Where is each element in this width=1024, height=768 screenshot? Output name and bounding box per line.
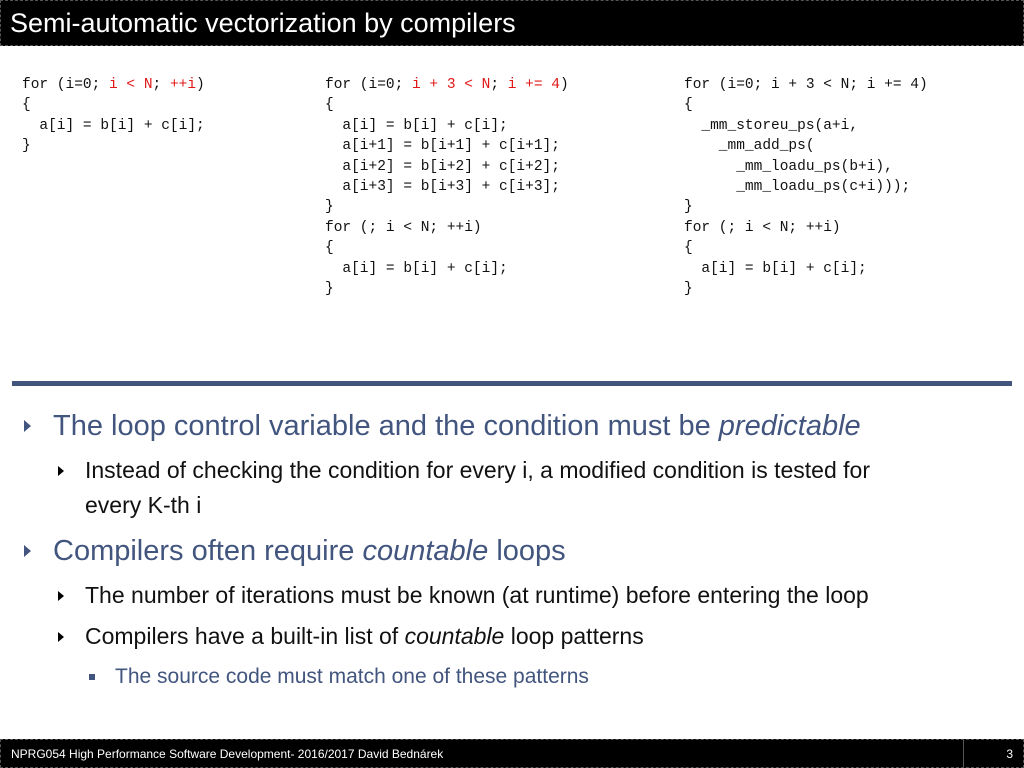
- code-text: {: [22, 97, 31, 114]
- bullet-arrow-icon: [24, 545, 31, 557]
- sub-bullet-text: Compilers have a built-in list of: [85, 623, 405, 649]
- bullet-text: loops: [488, 535, 566, 567]
- code-text: ): [559, 77, 569, 93]
- code-text: {: [684, 97, 693, 114]
- code-text: ): [196, 77, 205, 93]
- code-text: for (i=0; i + 3 < N; i += 4): [684, 77, 928, 93]
- square-bullet-icon: [89, 674, 95, 680]
- code-text: }: [22, 138, 31, 155]
- code-highlight: i < N: [109, 77, 153, 93]
- code-text: a[i] = b[i] + c[i];: [325, 260, 508, 277]
- sub-bullet-text: loop patterns: [504, 623, 644, 649]
- code-text: _mm_add_ps(: [684, 138, 815, 155]
- bullet-arrow-icon: [24, 420, 31, 432]
- code-text: ;: [490, 77, 508, 93]
- code-text: {: [684, 240, 693, 257]
- code-highlight: ++i: [169, 77, 197, 93]
- code-text: for (i=0;: [22, 77, 110, 93]
- code-text: for (; i < N; ++i): [325, 219, 482, 236]
- code-text: _mm_loadu_ps(b+i),: [684, 158, 893, 175]
- sub-bullet-countable-patterns: [85, 619, 1005, 654]
- sub-bullet-line: Instead of checking the condition for every i, a modified condition is tested for: [85, 457, 870, 483]
- code-text: {: [325, 97, 334, 114]
- bullet-text: Compilers often require: [53, 535, 363, 567]
- bullet-predictable: [53, 408, 861, 444]
- slide-title: Semi-automatic vectorization by compilers: [10, 8, 516, 38]
- bullet-countable: [53, 533, 566, 569]
- code-text: {: [325, 240, 334, 257]
- code-text: a[i] = b[i] + c[i];: [325, 117, 508, 134]
- code-text: a[i] = b[i] + c[i];: [684, 260, 867, 277]
- sub-bullet-modified-condition: [85, 453, 1005, 523]
- bullet-emphasis: predictable: [718, 410, 861, 442]
- bullet-emphasis: countable: [362, 535, 489, 567]
- code-text: a[i+2] = b[i+2] + c[i+2];: [325, 158, 560, 175]
- code-text: }: [325, 280, 334, 297]
- sub-bullet-arrow-icon: [58, 632, 64, 642]
- code-text: a[i] = b[i] + c[i];: [22, 117, 205, 134]
- code-text: }: [684, 280, 693, 297]
- code-text: for (; i < N; ++i): [684, 219, 841, 236]
- sub-bullet-arrow-icon: [58, 466, 64, 476]
- sub-bullet-iterations-known: The number of iterations must be known (at runtime) before entering the loop: [85, 582, 869, 608]
- code-text: }: [684, 199, 693, 216]
- sub-bullet-arrow-icon: [58, 591, 64, 601]
- sub-sub-bullet-match-patterns: The source code must match one of these patterns: [115, 665, 589, 688]
- code-highlight: i + 3 < N: [412, 77, 491, 93]
- code-text: for (i=0;: [325, 77, 413, 93]
- footer-text: NPRG054 High Performance Software Development- 2016/2017 David Bednárek: [11, 747, 444, 761]
- code-text: a[i+1] = b[i+1] + c[i+1];: [325, 138, 560, 155]
- footer-bar: [0, 739, 1024, 768]
- code-text: a[i+3] = b[i+3] + c[i+3];: [325, 178, 560, 195]
- sub-bullet-line: every K-th i: [85, 492, 202, 518]
- code-highlight: i += 4: [507, 77, 560, 93]
- sub-bullet-emphasis: countable: [404, 623, 505, 649]
- page-number: 3: [1006, 747, 1013, 761]
- code-text: _mm_storeu_ps(a+i,: [684, 117, 859, 134]
- footer-divider: [963, 740, 964, 767]
- code-text: }: [325, 199, 334, 216]
- bullet-text: The loop control variable and the condition must be: [53, 410, 719, 442]
- code-text: _mm_loadu_ps(c+i)));: [684, 178, 911, 195]
- code-text: ;: [152, 77, 170, 93]
